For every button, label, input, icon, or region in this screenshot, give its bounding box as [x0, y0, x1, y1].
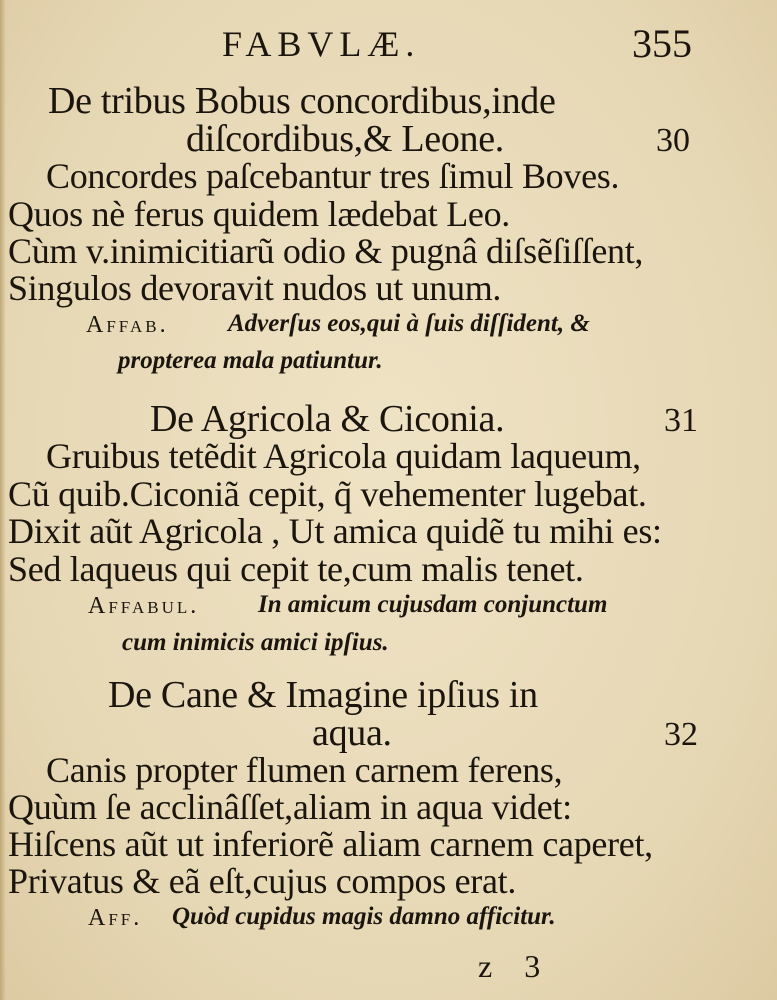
- fable30-moral-line1: Adverſus eos,qui à ſuis diſſident, &: [228, 310, 590, 337]
- fable32-verse-2: Quùm ſe acclinâſſet,aliam in aqua videt:: [8, 787, 572, 827]
- fable30-number: 30: [656, 122, 690, 159]
- fable32-affab-label: Aff.: [88, 905, 143, 931]
- fable30-title-line2: diſcordibus,& Leone.: [186, 118, 504, 160]
- fable32-verse-4: Privatus & eã eſt,cujus compos erat.: [8, 861, 517, 901]
- fable32-title-line2: aqua.: [312, 712, 392, 754]
- running-title: FABVLÆ.: [222, 24, 421, 64]
- fable31-verse-1: Gruibus tetẽdit Agricola quidam laqueum,: [46, 436, 641, 476]
- fable30-verse-3: Cùm v.inimicitiarũ odio & pugnâ diſsẽſiſſent,: [8, 231, 644, 271]
- page-number: 355: [632, 21, 692, 66]
- fable31-number: 31: [664, 402, 698, 439]
- fable30-verse-2: Quos nè ferus quidem lædebat Leo.: [8, 194, 510, 234]
- fable32-moral-line1: Quòd cupidus magis damno afficitur.: [172, 903, 556, 930]
- fable30-affab-label: Affab.: [86, 312, 169, 338]
- fable32-number: 32: [664, 716, 698, 753]
- fable32-title-line1: De Cane & Imagine ipſius in: [108, 674, 538, 716]
- fable31-title: De Agricola & Ciconia.: [150, 398, 505, 440]
- fable30-moral-line2: propterea mala patiuntur.: [118, 347, 383, 374]
- signature-mark: z 3: [478, 948, 553, 984]
- fable30-verse-4: Singulos devoravit nudos ut unum.: [8, 268, 502, 308]
- fable30-title-line1: De tribus Bobus concordibus,inde: [48, 80, 556, 122]
- fable32-verse-3: Hiſcens aũt ut inferiorẽ aliam carnem caperet,: [8, 824, 653, 864]
- fable31-verse-3: Dixit aũt Agricola , Ut amica quidẽ tu mihi es:: [8, 511, 662, 551]
- fable32-verse-1: Canis propter flumen carnem ferens,: [46, 750, 563, 790]
- fable31-verse-2: Cũ quib.Ciconiã cepit, q̃ vehementer lugebat.: [8, 474, 647, 514]
- page-edge-shadow: [0, 0, 6, 1000]
- fable31-moral-line1: In amicum cujusdam conjunctum: [258, 591, 608, 618]
- fable31-verse-4: Sed laqueus qui cepit te,cum malis tenet.: [8, 549, 584, 589]
- fable31-moral-line2: cum inimicis amici ipſius.: [122, 629, 389, 656]
- fable31-affab-label: Affabul.: [88, 593, 200, 619]
- fable30-verse-1: Concordes paſcebantur tres ſimul Boves.: [46, 156, 620, 196]
